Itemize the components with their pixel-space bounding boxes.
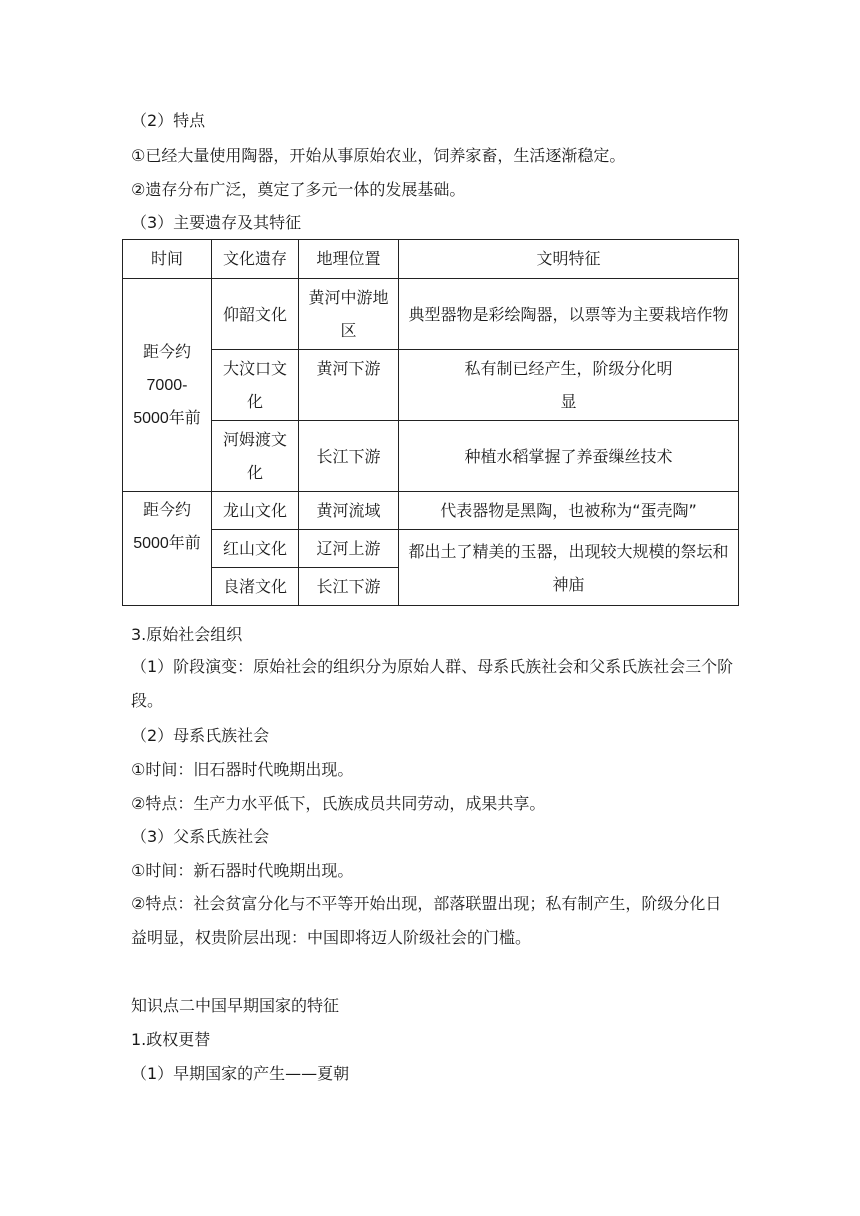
feature-cell: 种植水稻掌握了养蚕缫丝技术	[399, 421, 739, 492]
feature-2: ②遗存分布广泛，奠定了多元一体的发展基础。	[131, 180, 466, 199]
matri-time: ①时间：旧石器时代晚期出现。	[131, 760, 354, 779]
header-culture: 文化遗存	[212, 240, 299, 279]
feature-cell: 典型器物是彩绘陶器，以票等为主要栽培作物	[399, 279, 739, 350]
location-cell: 长江下游	[299, 568, 399, 606]
culture-cell: 红山文化	[212, 530, 299, 568]
regime-title: 1.政权更替	[131, 1030, 211, 1049]
table-row	[123, 279, 739, 350]
org-title: 3.原始社会组织	[131, 625, 243, 644]
kp2-title: 知识点二中国早期国家的特征	[131, 996, 340, 1015]
section-2-title: （2）特点	[131, 111, 206, 130]
group1-time-cell: 距今约7000-5000年前	[123, 279, 212, 492]
table-row	[123, 492, 739, 530]
patri-feature: ②特点：社会贫富分化与不平等开始出现，部落联盟出现；私有制产生，阶级分化日益明显，权贵阶层出现：中国即将迈人阶级社会的门槛。	[131, 894, 722, 947]
section-3-title: （3）主要遗存及其特征	[131, 213, 302, 232]
culture-cell: 良渚文化	[212, 568, 299, 606]
header-time: 时间	[123, 240, 212, 279]
feature-cell: 私有制已经产生，阶级分化明显	[399, 350, 739, 421]
table-row	[123, 350, 739, 421]
org-stage: （1）阶段演变：原始社会的组织分为原始人群、母系氏族社会和父系氏族社会三个阶段。	[131, 657, 734, 710]
location-cell: 黄河下游	[299, 350, 399, 421]
feature-cell: 都出土了精美的玉器，出现较大规模的祭坛和神庙	[399, 530, 739, 606]
culture-cell: 龙山文化	[212, 492, 299, 530]
header-feature: 文明特征	[399, 240, 739, 279]
table-header-row	[123, 240, 739, 279]
culture-cell: 大汶口文化	[212, 350, 299, 421]
patri-title: （3）父系氏族社会	[131, 827, 270, 846]
xia-title: （1）早期国家的产生——夏朝	[131, 1064, 350, 1083]
table-row	[123, 530, 739, 568]
header-location: 地理位置	[299, 240, 399, 279]
group2-time-cell: 距今约5000年前	[123, 492, 212, 606]
location-cell: 黄河中游地区	[299, 279, 399, 350]
location-cell: 黄河流域	[299, 492, 399, 530]
culture-table	[122, 239, 739, 606]
patri-time: ①时间：新石器时代晚期出现。	[131, 861, 354, 880]
location-cell: 辽河上游	[299, 530, 399, 568]
table-row	[123, 421, 739, 492]
matri-feature: ②特点：生产力水平低下，氏族成员共同劳动，成果共享。	[131, 794, 546, 813]
feature-cell: 代表器物是黑陶，也被称为“蛋壳陶”	[399, 492, 739, 530]
matri-title: （2）母系氏族社会	[131, 726, 270, 745]
feature-1: ①已经大量使用陶器，开始从事原始农业，饲养家畜，生活逐渐稳定。	[131, 146, 626, 165]
culture-cell: 仰韶文化	[212, 279, 299, 350]
culture-cell: 河姆渡文化	[212, 421, 299, 492]
location-cell: 长江下游	[299, 421, 399, 492]
